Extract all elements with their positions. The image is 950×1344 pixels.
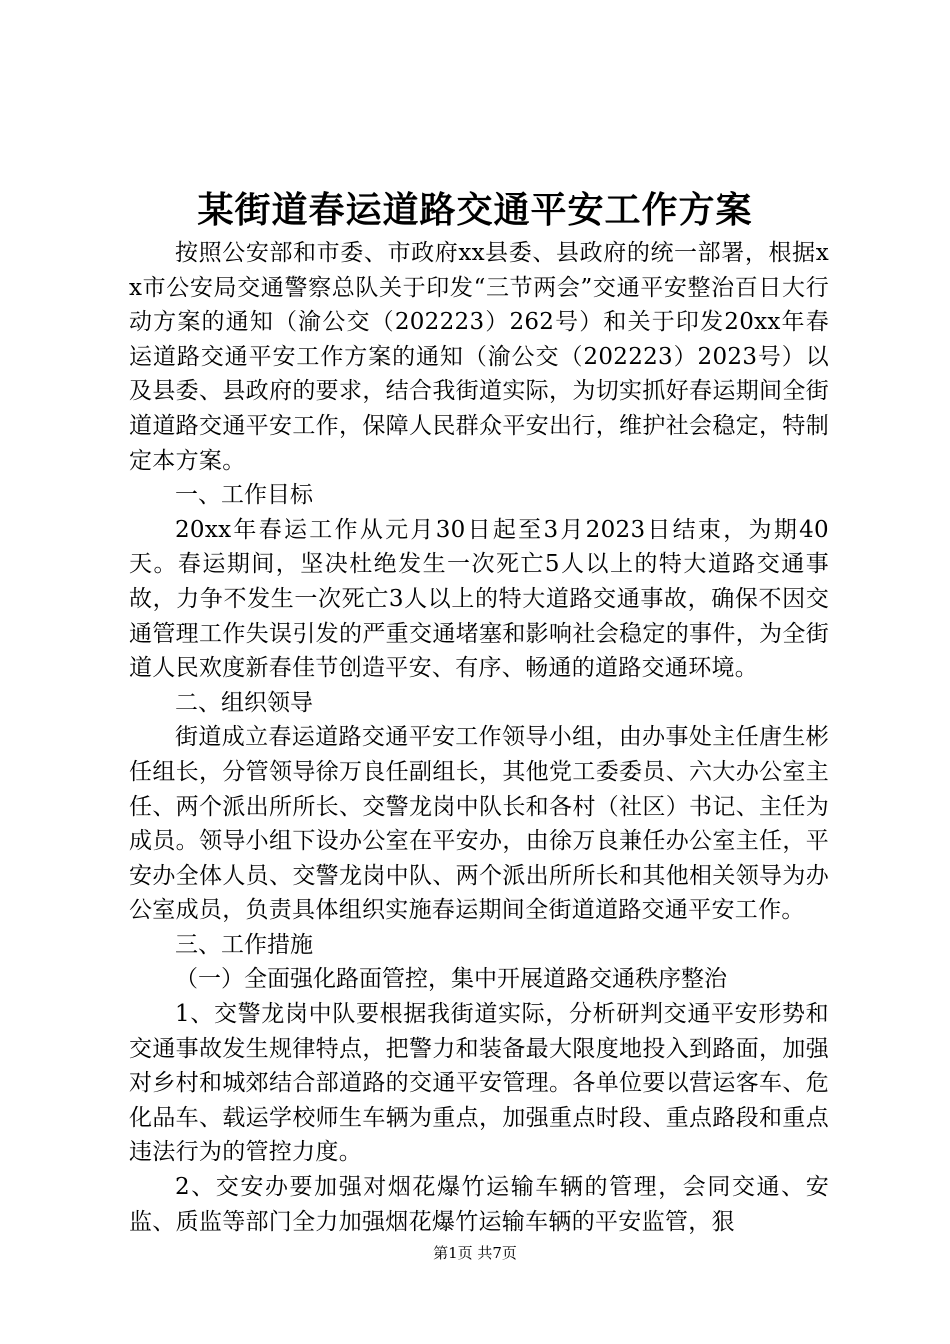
section-heading-leadership: 二、组织领导 xyxy=(175,689,313,716)
leadership-paragraph: 街道成立春运道路交通平安工作领导小组，由办事处主任唐生彬任组长，分管领导徐万良任副组长，其他党工委委员、六大办公室主任、两个派出所所长、交警龙岗中队长和各村（社区）书记、主任为成员。领导小组下设办公室在平安办，由徐万良兼任办公室主任，平安办全体人员、交警龙岗中队、两个派出所所长和其他相关领导为办公室成员，负责具体组织实施春运期间全街道道路交通平安工作。 xyxy=(129,724,829,924)
intro-paragraph: 按照公安部和市委、市政府xx县委、县政府的统一部署，根据xx市公安局交通警察总队关于印发“三节两会”交通平安整治百日大行动方案的通知（渝公交（202223）262号）和关于印发20xx年春运道路交通平安工作方案的通知（渝公交（202223）2023号）以及县委、县政府的要求，结合我街道实际，为切实抓好春运期间全街道道路交通平安工作，保障人民群众平安出行，维护社会稳定，特制定本方案。 xyxy=(129,240,829,474)
goals-paragraph: 20xx年春运工作从元月30日起至3月2023日结束，为期40天。春运期间，坚决杜绝发生一次死亡5人以上的特大道路交通事故，力争不发生一次死亡3人以上的特大道路交通事故，确保不因交通管理工作失误引发的严重交通堵塞和影响社会稳定的事件，为全街道人民欢度新春佳节创造平安、有序、畅通的道路交通环境。 xyxy=(129,516,829,682)
section-heading-measures: 三、工作措施 xyxy=(175,931,313,958)
document-title: 某街道春运道路交通平安工作方案 xyxy=(197,189,753,231)
subsection-heading-road-control: （一）全面强化路面管控，集中开展道路交通秩序整治 xyxy=(175,966,727,993)
measure-paragraph-2: 2、交安办要加强对烟花爆竹运输车辆的管理，会同交通、安监、质监等部门全力加强烟花爆竹运输车辆的平安监管，狠 xyxy=(129,1174,829,1235)
page-number-footer: 第1页 共7页 xyxy=(433,1244,517,1262)
measure-paragraph-1: 1、交警龙岗中队要根据我街道实际，分析研判交通平安形势和交通事故发生规律特点，把警力和装备最大限度地投入到路面，加强对乡村和城郊结合部道路的交通平安管理。各单位要以营运客车、危化品车、载运学校师生车辆为重点，加强重点时段、重点路段和重点违法行为的管控力度。 xyxy=(129,1001,829,1166)
section-heading-goals: 一、工作目标 xyxy=(175,482,313,509)
document-body xyxy=(129,236,829,1239)
